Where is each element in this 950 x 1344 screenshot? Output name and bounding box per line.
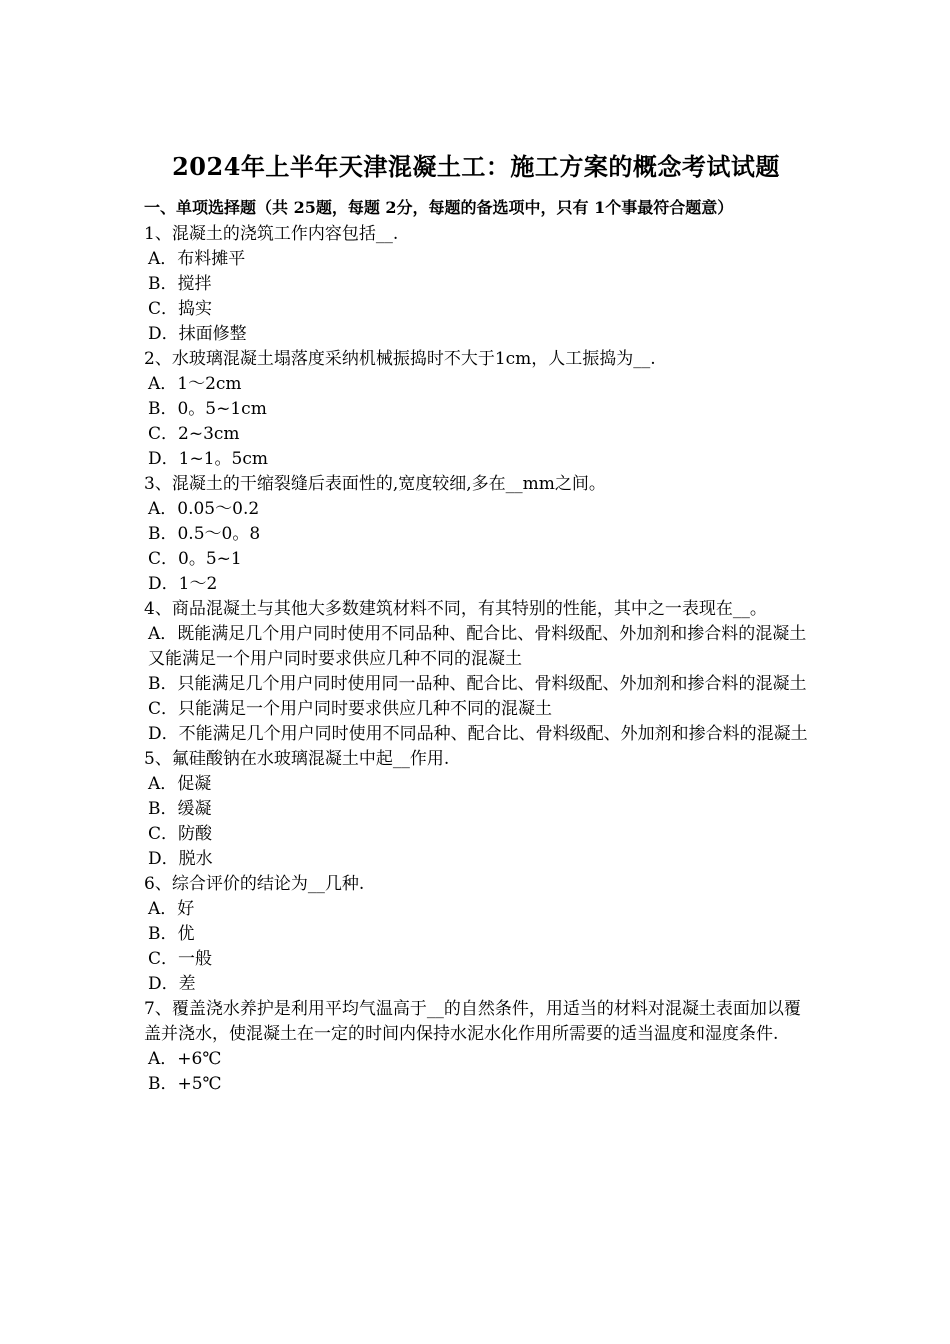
option-b: B．搅拌 — [148, 274, 212, 294]
option-c: C．只能满足一个用户同时要求供应几种不同的混凝土 — [148, 699, 553, 719]
option-a: A．促凝 — [148, 774, 212, 794]
question-block — [144, 472, 808, 597]
option-b: B．只能满足几个用户同时使用同一品种、配合比、骨料级配、外加剂和掺合料的混凝土 — [148, 674, 807, 694]
option-d: D．抹面修整 — [148, 324, 247, 344]
question-block — [144, 222, 808, 347]
option-b: B．优 — [148, 924, 195, 944]
option-d: D．差 — [148, 974, 196, 994]
option-a: A．1～2cm — [148, 374, 242, 394]
question-block — [144, 347, 808, 472]
option-b: B．+5℃ — [148, 1074, 222, 1094]
section-heading: 一、单项选择题（共 25题，每题 2分，每题的备选项中，只有 1个事最符合题意） — [144, 198, 734, 217]
question-block — [144, 872, 808, 997]
option-a: A．+6℃ — [148, 1049, 222, 1069]
option-a: A．既能满足几个用户同时使用不同品种、配合比、骨料级配、外加剂和掺合料的混凝土又能满足一个用户同时要求供应几种不同的混凝土 — [148, 624, 807, 669]
question-block — [144, 997, 808, 1097]
option-a: A．0.05～0.2 — [148, 499, 260, 519]
option-b: B．0.5～0。8 — [148, 524, 261, 544]
option-d: D．脱水 — [148, 849, 213, 869]
document-title: 2024年上半年天津混凝土工：施工方案的概念考试试题 — [172, 152, 780, 181]
question-text: 6、综合评价的结论为__几种. — [144, 874, 365, 894]
option-d: D．1~1。5cm — [148, 449, 268, 469]
question-block — [144, 597, 808, 747]
option-b: B．0。5~1cm — [148, 399, 267, 419]
question-text: 5、氟硅酸钠在水玻璃混凝土中起__作用. — [144, 749, 450, 769]
option-d: D．不能满足几个用户同时使用不同品种、配合比、骨料级配、外加剂和掺合料的混凝土 — [148, 724, 808, 744]
question-block — [144, 747, 808, 872]
option-d: D．1～2 — [148, 574, 218, 594]
option-c: C．0。5~1 — [148, 549, 242, 569]
question-text: 7、覆盖浇水养护是利用平均气温高于__的自然条件，用适当的材料对混凝土表面加以覆盖并浇水，使混凝土在一定的时间内保持水泥水化作用所需要的适当温度和湿度条件. — [144, 999, 801, 1044]
option-c: C．2~3cm — [148, 424, 240, 444]
question-text: 3、混凝土的干缩裂缝后表面性的,宽度较细,多在__mm之间。 — [144, 474, 606, 494]
question-text: 2、水玻璃混凝土塌落度采纳机械振捣时不大于1cm，人工振捣为__. — [144, 349, 656, 369]
question-text: 4、商品混凝土与其他大多数建筑材料不同，有其特别的性能，其中之一表现在__。 — [144, 599, 767, 619]
option-c: C．捣实 — [148, 299, 213, 319]
question-text: 1、混凝土的浇筑工作内容包括__. — [144, 224, 399, 244]
option-c: C．防酸 — [148, 824, 213, 844]
option-b: B．缓凝 — [148, 799, 212, 819]
document-page — [144, 150, 808, 1097]
option-c: C．一般 — [148, 949, 213, 969]
option-a: A．布料摊平 — [148, 249, 246, 269]
option-a: A．好 — [148, 899, 195, 919]
